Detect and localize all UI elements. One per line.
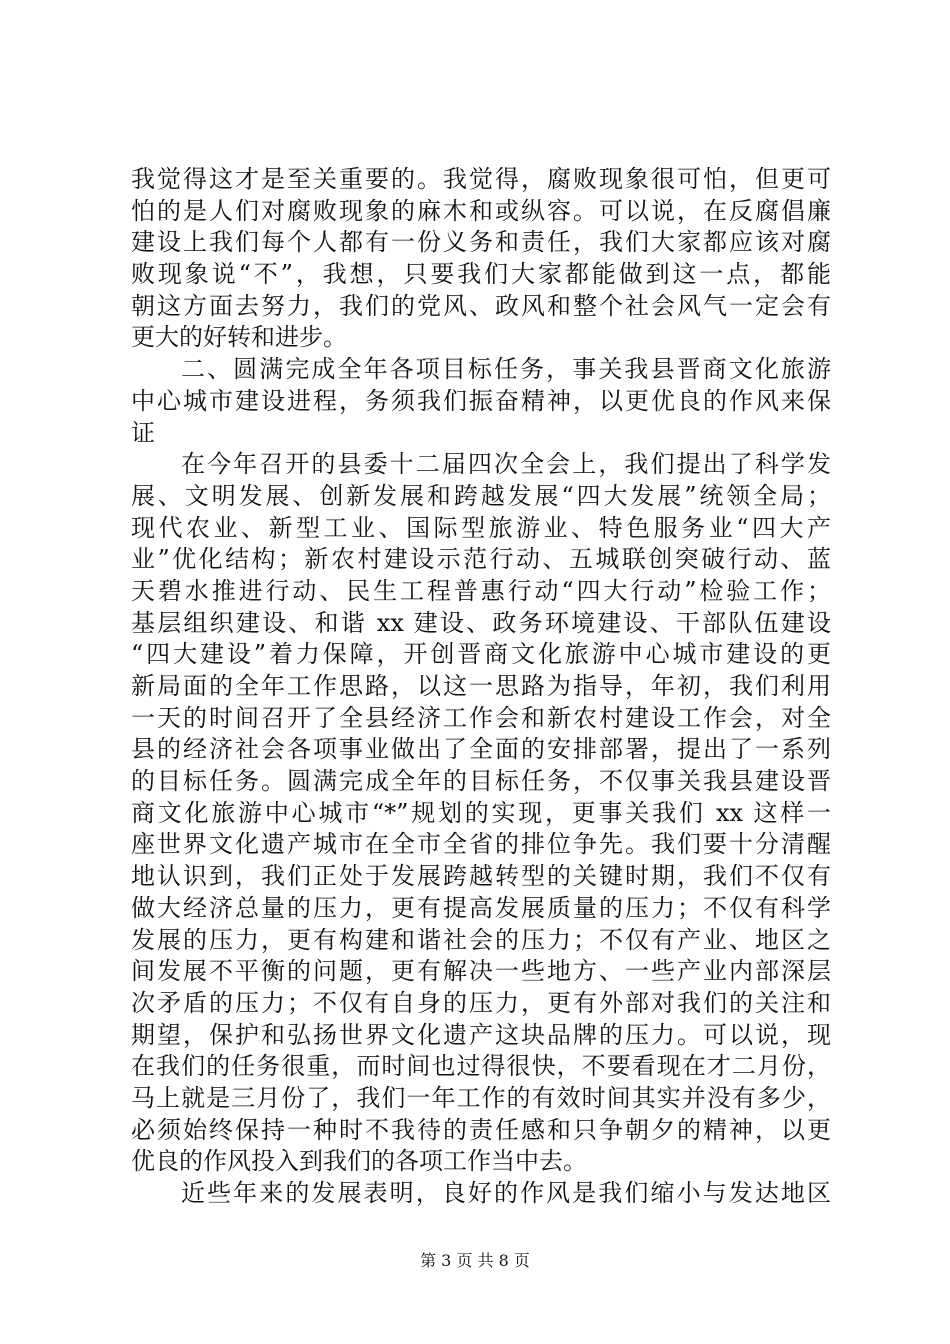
text-line: 业”优化结构；新农村建设示范行动、五城联创突破行动、蓝 [131, 545, 831, 574]
section-heading-line: 二、圆满完成全年各项目标任务，事关我县晋商文化旅游 [181, 355, 831, 384]
page-number: 第 3 页 共 8 页 [420, 1251, 530, 1270]
text-line: 一天的时间召开了全县经济工作会和新农村建设工作会，对全 [131, 703, 831, 732]
text-line: 朝这方面去努力，我们的党风、政风和整个社会风气一定会有 [131, 291, 831, 320]
text-line: 商文化旅游中心城市“*”规划的实现，更事关我们 xx 这样一 [131, 798, 831, 827]
text-line: 在我们的任务很重，而时间也过得很快，不要看现在才二月份， [131, 1052, 831, 1081]
text-line: 期望，保护和弘扬世界文化遗产这块品牌的压力。可以说，现 [131, 1020, 831, 1049]
text-line: 近些年来的发展表明，良好的作风是我们缩小与发达地区 [181, 1179, 831, 1207]
text-line: 现代农业、新型工业、国际型旅游业、特色服务业“四大产 [131, 513, 831, 542]
section-heading-line: 中心城市建设进程，务须我们振奋精神，以更优良的作风来保 [131, 386, 831, 415]
text-line: 天碧水推进行动、民生工程普惠行动“四大行动”检验工作； [131, 576, 831, 605]
text-line: 必须始终保持一种时不我待的责任感和只争朝夕的精神，以更 [131, 1115, 831, 1144]
text-line: 的目标任务。圆满完成全年的目标任务，不仅事关我县建设晋 [131, 767, 831, 796]
text-line: 怕的是人们对腐败现象的麻木和或纵容。可以说，在反腐倡廉 [131, 196, 831, 225]
text-line: 我觉得这才是至关重要的。我觉得，腐败现象很可怕，但更可 [131, 165, 831, 193]
text-line: 在今年召开的县委十二届四次全会上，我们提出了科学发 [181, 450, 831, 479]
text-line: 间发展不平衡的问题，更有解决一些地方、一些产业内部深层 [131, 957, 831, 986]
text-line: 做大经济总量的压力，更有提高发展质量的压力；不仅有科学 [131, 893, 831, 922]
text-line: 优良的作风投入到我们的各项工作当中去。 [131, 1147, 587, 1176]
text-line: 更大的好转和进步。 [131, 323, 347, 352]
text-line: 县的经济社会各项事业做出了全面的安排部署，提出了一系列 [131, 735, 831, 764]
text-line: 基层组织建设、和谐 xx 建设、政务环境建设、干部队伍建设 [131, 608, 831, 637]
section-heading-line: 证 [131, 418, 155, 447]
text-line: 马上就是三月份了，我们一年工作的有效时间其实并没有多少， [131, 1083, 831, 1112]
text-line: 发展的压力，更有构建和谐社会的压力；不仅有产业、地区之 [131, 925, 831, 954]
text-line: 败现象说“不”，我想，只要我们大家都能做到这一点，都能 [131, 260, 831, 289]
page-footer [0, 1248, 950, 1271]
text-line: “四大建设”着力保障，开创晋商文化旅游中心城市建设的更 [131, 640, 831, 669]
text-line: 地认识到，我们正处于发展跨越转型的关键时期，我们不仅有 [131, 862, 831, 891]
text-line: 新局面的全年工作思路，以这一思路为指导，年初，我们利用 [131, 672, 831, 700]
text-line: 建设上我们每个人都有一份义务和责任，我们大家都应该对腐 [131, 228, 831, 257]
document-body [131, 164, 831, 1210]
text-line: 座世界文化遗产城市在全市全省的排位争先。我们要十分清醒 [131, 830, 831, 859]
text-line: 展、文明发展、创新发展和跨越发展“四大发展”统领全局； [131, 481, 831, 510]
text-line: 次矛盾的压力；不仅有自身的压力，更有外部对我们的关注和 [131, 988, 831, 1017]
